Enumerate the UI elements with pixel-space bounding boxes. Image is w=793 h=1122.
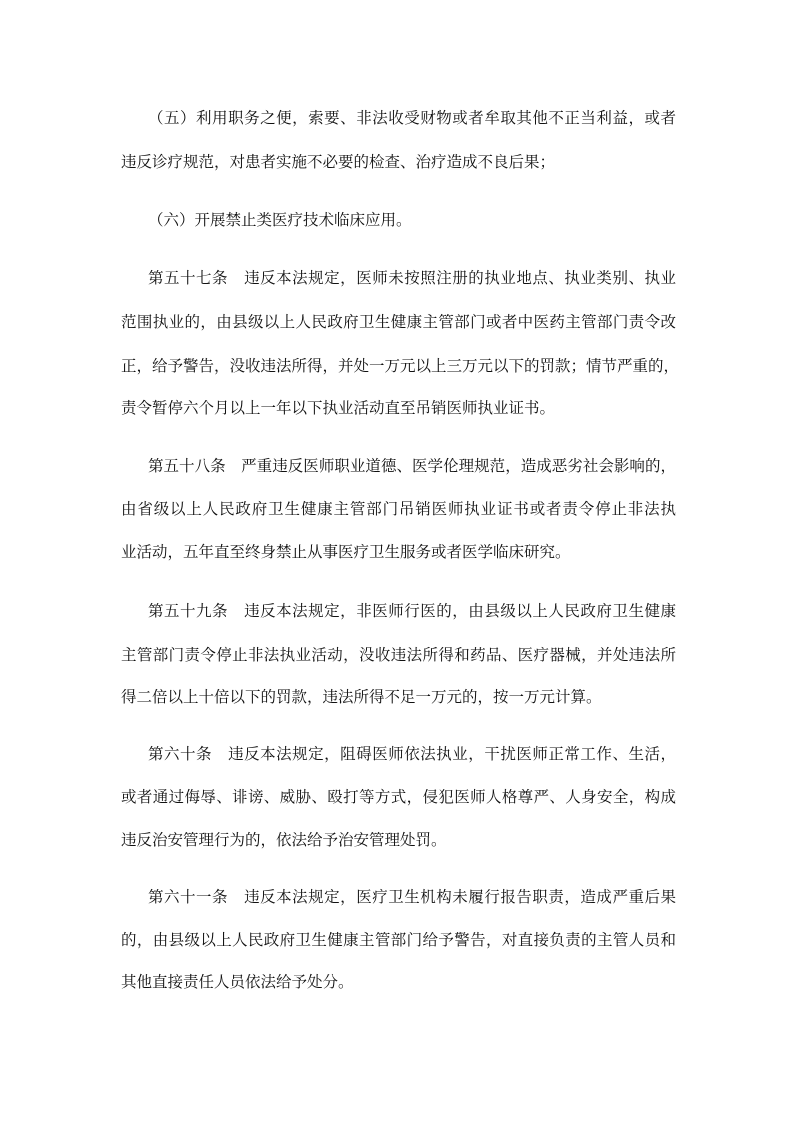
article-57-line-1: 第五十七条 违反本法规定，医师未按照注册的执业地点、执业类别、执业 [148,269,676,287]
article-60-line-2: 或者通过侮辱、诽谤、威胁、殴打等方式，侵犯医师人格尊严、人身安全，构成 [121,788,676,806]
article-60-line-3: 违反治安管理行为的，依法给予治安管理处罚。 [121,831,447,849]
article-57-line-4: 责令暂停六个月以上一年以下执业活动直至吊销医师执业证书。 [121,399,556,417]
article-59-line-1: 第五十九条 违反本法规定，非医师行医的，由县级以上人民政府卫生健康 [148,602,676,620]
article-59-line-3: 得二倍以上十倍以下的罚款，违法所得不足一万元的，按一万元计算。 [121,688,602,706]
article-61-line-3: 其他直接责任人员依法给予处分。 [121,973,354,991]
article-59-line-2: 主管部门责令停止非法执业活动，没收违法所得和药品、医疗器械，并处违法所 [121,646,676,664]
article-58-line-3: 业活动，五年直至终身禁止从事医疗卫生服务或者医学临床研究。 [121,543,571,561]
article-61-line-1: 第六十一条 违反本法规定，医疗卫生机构未履行报告职责，造成严重后果 [148,888,676,906]
article-58-line-2: 由省级以上人民政府卫生健康主管部门吊销医师执业证书或者责令停止非法执 [121,500,676,518]
article-61-line-2: 的，由县级以上人民政府卫生健康主管部门给予警告，对直接负责的主管人员和 [121,931,676,949]
item-5-line-1: （五）利用职务之便，索要、非法收受财物或者牟取其他不正当利益，或者 [148,109,676,127]
article-60-line-1: 第六十条 违反本法规定，阻碍医师依法执业，干扰医师正常工作、生活， [148,745,676,763]
article-57-line-2: 范围执业的，由县级以上人民政府卫生健康主管部门或者中医药主管部门责令改 [121,313,676,331]
article-58-line-1: 第五十八条 严重违反医师职业道德、医学伦理规范，造成恶劣社会影响的， [148,457,676,475]
item-6-line-1: （六）开展禁止类医疗技术临床应用。 [148,211,412,229]
article-57-line-3: 正，给予警告，没收违法所得，并处一万元以上三万元以下的罚款；情节严重的， [121,357,680,375]
item-5-line-2: 违反诊疗规范，对患者实施不必要的检查、治疗造成不良后果； [121,153,556,171]
